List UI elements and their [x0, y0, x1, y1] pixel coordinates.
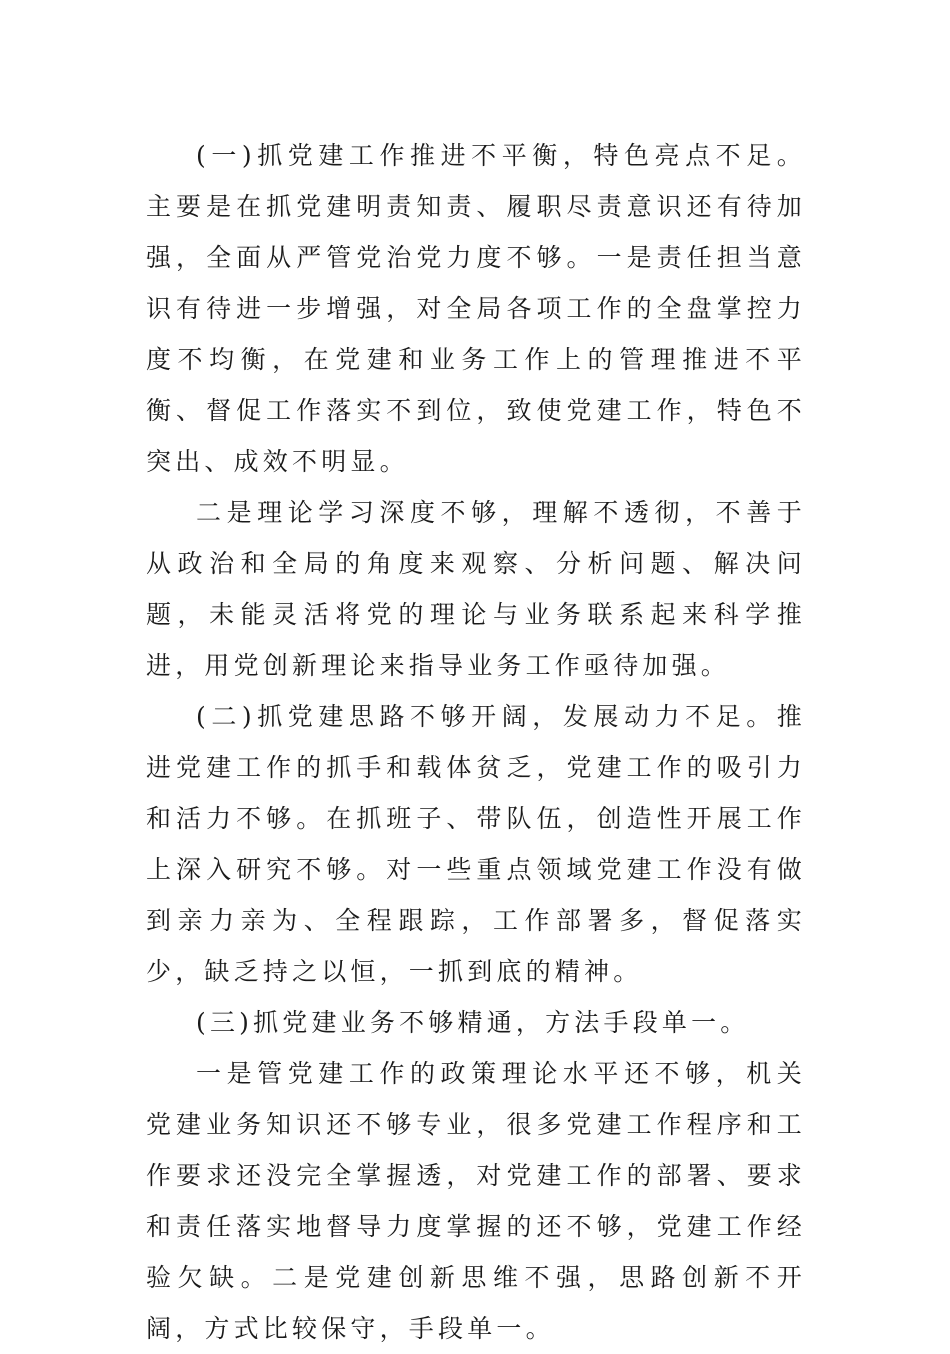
paragraph-4: (三)抓党建业务不够精通，方法手段单一。: [196, 1008, 750, 1037]
paragraph-1: (一)抓党建工作推进不平衡，特色亮点不足。主要是在抓党建明责知责、履职尽责意识还有待加强，全面从严管党治党力度不够。一是责任担当意识有待进一步增强，对全局各项工作的全盘掌控力度不均衡，在党建和业务工作上的管理推进不平衡、督促工作落实不到位，致使党建工作，特色不突出、成效不明显。: [146, 141, 806, 476]
paragraph-5: 一是管党建工作的政策理论水平还不够，机关党建业务知识还不够专业，很多党建工作程序和工作要求还没完全掌握透，对党建工作的部署、要求和责任落实地督导力度掌握的还不够，党建工作经验欠缺。二是党建创新思维不强，思路创新不开阔，方式比较保守，手段单一。: [146, 1059, 806, 1343]
paragraph-2: 二是理论学习深度不够，理解不透彻，不善于从政治和全局的角度来观察、分析问题、解决问题，未能灵活将党的理论与业务联系起来科学推进，用党创新理论来指导业务工作亟待加强。: [146, 498, 806, 680]
document-body: [146, 130, 806, 1354]
paragraph-3: (二)抓党建思路不够开阔，发展动力不足。推进党建工作的抓手和载体贫乏，党建工作的吸引力和活力不够。在抓班子、带队伍，创造性开展工作上深入研究不够。对一些重点领域党建工作没有做到亲力亲为、全程跟踪，工作部署多，督促落实少，缺乏持之以恒，一抓到底的精神。: [146, 702, 806, 986]
